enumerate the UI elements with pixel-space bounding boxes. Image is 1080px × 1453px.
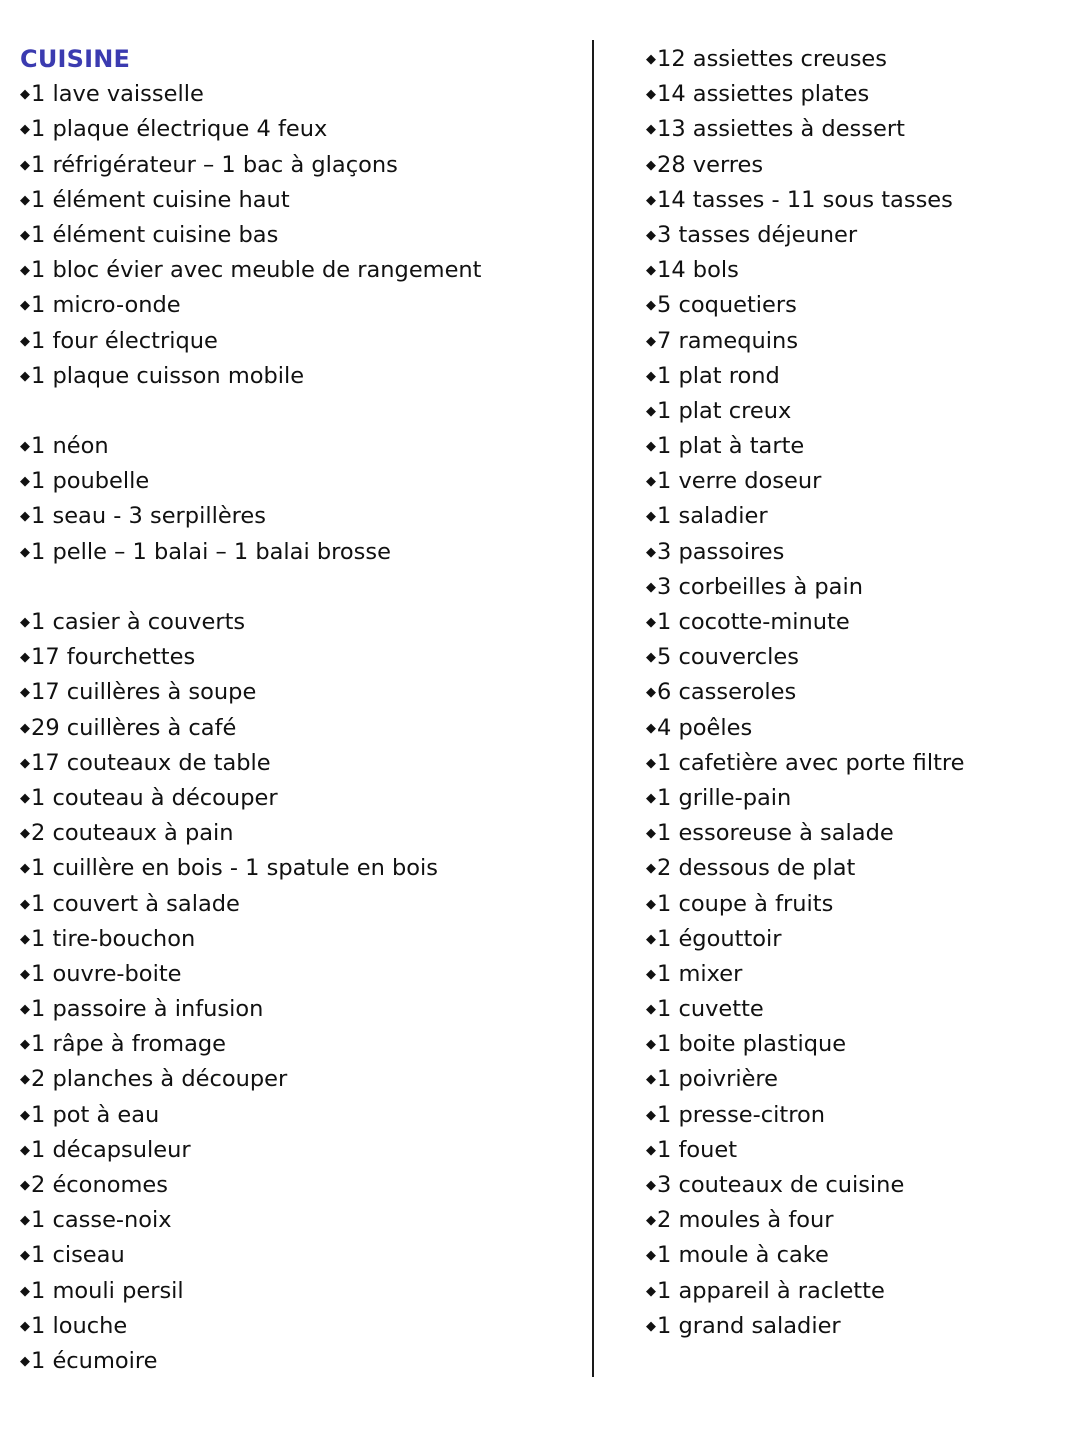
list-item-text: 1 pelle – 1 balai – 1 balai brosse [31,538,391,565]
diamond-bullet-icon: ◆ [646,1318,656,1334]
diamond-bullet-icon: ◆ [20,931,30,947]
list-item-text: 1 néon [31,433,109,460]
list-item [20,1344,580,1379]
diamond-bullet-icon: ◆ [20,720,30,736]
list-item-text: 29 cuillères à café [31,714,237,741]
diamond-bullet-icon: ◆ [20,1107,30,1123]
list-item-text: 1 poivrière [657,1066,779,1093]
diamond-bullet-icon: ◆ [646,192,656,208]
list-item-text: 1 poubelle [31,468,150,495]
diamond-bullet-icon: ◆ [646,1107,656,1123]
list-item [646,535,1066,570]
list-item [646,183,1066,218]
list-item [20,992,580,1027]
list-item-text: 1 cafetière avec porte filtre [657,749,965,776]
list-item [20,887,580,922]
list-item-text: 1 ouvre-boite [31,960,182,987]
list-item-text: 3 tasses déjeuner [657,221,858,248]
diamond-bullet-icon: ◆ [646,720,656,736]
diamond-bullet-icon: ◆ [646,1142,656,1158]
diamond-bullet-icon: ◆ [20,474,30,490]
list-item-text: 2 dessous de plat [657,855,856,882]
list-item-text: 1 mixer [657,960,743,987]
diamond-bullet-icon: ◆ [646,509,656,525]
diamond-bullet-icon: ◆ [646,1283,656,1299]
list-item [20,640,580,675]
list-item-text: 2 couteaux à pain [31,820,234,847]
right-column [646,42,1066,1344]
diamond-bullet-icon: ◆ [20,544,30,560]
diamond-bullet-icon: ◆ [646,896,656,912]
list-item [646,1133,1066,1168]
list-item [20,1274,580,1309]
list-item [646,218,1066,253]
list-item-text: 1 plaque électrique 4 feux [31,116,328,143]
list-item-text: 1 grand saladier [657,1312,841,1339]
list-item [646,324,1066,359]
spacer [20,570,580,605]
list-item [646,640,1066,675]
list-item [646,1274,1066,1309]
list-item [20,851,580,886]
list-item [20,112,580,147]
list-item [20,781,580,816]
list-item [20,1238,580,1273]
diamond-bullet-icon: ◆ [646,1072,656,1088]
list-item [646,359,1066,394]
diamond-bullet-icon: ◆ [20,650,30,666]
diamond-bullet-icon: ◆ [20,439,30,455]
list-item [646,464,1066,499]
list-item [646,851,1066,886]
list-item-text: 1 cuvette [657,996,764,1023]
list-item [20,711,580,746]
list-item [20,324,580,359]
list-item [646,605,1066,640]
list-item [20,1027,580,1062]
diamond-bullet-icon: ◆ [20,87,30,103]
diamond-bullet-icon: ◆ [646,122,656,138]
diamond-bullet-icon: ◆ [646,157,656,173]
list-item [646,1098,1066,1133]
list-item-text: 1 mouli persil [31,1277,184,1304]
list-item-text: 2 économes [31,1172,168,1198]
diamond-bullet-icon: ◆ [646,403,656,419]
list-item [646,394,1066,429]
list-item-text: 1 seau - 3 serpillères [31,503,266,530]
diamond-bullet-icon: ◆ [646,439,656,455]
list-item [20,359,580,394]
diamond-bullet-icon: ◆ [646,87,656,103]
diamond-bullet-icon: ◆ [646,755,656,771]
diamond-bullet-icon: ◆ [20,790,30,806]
diamond-bullet-icon: ◆ [20,685,30,701]
diamond-bullet-icon: ◆ [646,52,656,67]
diamond-bullet-icon: ◆ [20,227,30,243]
diamond-bullet-icon: ◆ [646,1037,656,1053]
diamond-bullet-icon: ◆ [20,615,30,630]
list-item [646,922,1066,957]
diamond-bullet-icon: ◆ [20,192,30,208]
list-item-text: 1 bloc évier avec meuble de rangement [31,257,482,284]
list-item-text: 1 moule à cake [657,1242,829,1269]
list-item-text: 5 couvercles [657,644,799,671]
list-item [646,570,1066,605]
diamond-bullet-icon: ◆ [20,755,30,771]
list-item [20,1098,580,1133]
list-item-text: 1 couteau à découper [31,784,278,811]
list-item [20,253,580,288]
diamond-bullet-icon: ◆ [20,1283,30,1299]
list-item-text: 13 assiettes à dessert [657,116,905,143]
diamond-bullet-icon: ◆ [20,966,30,982]
diamond-bullet-icon: ◆ [646,474,656,490]
list-item [20,746,580,781]
list-item [646,1238,1066,1273]
list-item [646,887,1066,922]
list-item [646,992,1066,1027]
list-item-text: 6 casseroles [657,679,797,706]
list-item [20,675,580,710]
diamond-bullet-icon: ◆ [646,931,656,947]
list-item-text: 1 plat rond [657,362,780,389]
list-item [646,1203,1066,1238]
diamond-bullet-icon: ◆ [646,1002,656,1018]
list-item-text: 1 grille-pain [657,784,792,811]
diamond-bullet-icon: ◆ [20,263,30,279]
list-item-text: 17 fourchettes [31,644,196,671]
list-item-text: 1 coupe à fruits [657,890,834,917]
list-item [646,781,1066,816]
diamond-bullet-icon: ◆ [646,544,656,560]
diamond-bullet-icon: ◆ [646,368,656,384]
list-item [646,1027,1066,1062]
diamond-bullet-icon: ◆ [20,1248,30,1264]
list-item [646,711,1066,746]
diamond-bullet-icon: ◆ [20,1142,30,1158]
list-item [646,675,1066,710]
list-item-text: 3 couteaux de cuisine [657,1172,905,1198]
diamond-bullet-icon: ◆ [20,157,30,173]
list-item-text: 1 lave vaisselle [31,81,204,108]
list-item [20,535,580,570]
list-item-text: 4 poêles [657,714,753,741]
list-item-text: 2 planches à découper [31,1066,288,1093]
diamond-bullet-icon: ◆ [20,509,30,525]
list-item [646,148,1066,183]
list-item-text: 17 couteaux de table [31,749,271,776]
list-item [20,1133,580,1168]
diamond-bullet-icon: ◆ [20,826,30,842]
diamond-bullet-icon: ◆ [646,615,656,630]
list-item [20,957,580,992]
list-item [20,1062,580,1097]
diamond-bullet-icon: ◆ [646,826,656,842]
list-item-text: 1 passoire à infusion [31,996,264,1023]
list-item [20,605,580,640]
list-item-text: 1 râpe à fromage [31,1031,226,1058]
list-item-text: 1 décapsuleur [31,1136,191,1163]
list-item-text: 1 cocotte-minute [657,609,850,635]
list-item-text: 3 passoires [657,538,785,565]
list-item [646,288,1066,323]
list-item-text: 1 pot à eau [31,1101,160,1128]
diamond-bullet-icon: ◆ [646,263,656,279]
list-item [646,1062,1066,1097]
diamond-bullet-icon: ◆ [646,579,656,595]
list-item [20,922,580,957]
list-item [646,1168,1066,1203]
list-item [646,957,1066,992]
diamond-bullet-icon: ◆ [20,368,30,384]
list-item [646,746,1066,781]
list-item-text: 28 verres [657,151,764,178]
diamond-bullet-icon: ◆ [646,1178,656,1193]
list-item-text: 2 moules à four [657,1207,834,1234]
list-item [646,112,1066,147]
list-item-text: 1 presse-citron [657,1101,825,1128]
list-item [20,429,580,464]
list-item-text: 1 élément cuisine bas [31,221,279,248]
list-item [20,499,580,534]
list-item-text: 1 cuillère en bois - 1 spatule en bois [31,855,439,882]
list-item-text: 1 saladier [657,503,768,530]
list-item [646,816,1066,851]
list-item [646,253,1066,288]
left-column [20,42,580,1379]
diamond-bullet-icon: ◆ [20,861,30,877]
list-item [20,1168,580,1203]
list-item-text: 14 assiettes plates [657,81,870,108]
diamond-bullet-icon: ◆ [20,1318,30,1334]
diamond-bullet-icon: ◆ [646,685,656,701]
list-item [20,816,580,851]
list-item-text: 1 boite plastique [657,1031,847,1058]
list-item-text: 7 ramequins [657,327,799,354]
diamond-bullet-icon: ◆ [20,333,30,349]
section-heading: CUISINE [20,45,131,73]
list-item [646,429,1066,464]
list-item [646,1309,1066,1344]
list-item [20,288,580,323]
diamond-bullet-icon: ◆ [646,1213,656,1229]
list-item-text: 1 réfrigérateur – 1 bac à glaçons [31,151,398,178]
diamond-bullet-icon: ◆ [20,298,30,314]
list-item [646,42,1066,77]
list-item-text: 1 écumoire [31,1347,158,1374]
list-item-text: 1 ciseau [31,1242,125,1269]
list-item-text: 14 tasses - 11 sous tasses [657,186,953,213]
list-item-text: 1 élément cuisine haut [31,186,290,213]
diamond-bullet-icon: ◆ [20,1353,30,1369]
list-item [20,148,580,183]
list-item-text: 1 couvert à salade [31,890,240,917]
list-item-text: 1 louche [31,1312,128,1339]
list-item-text: 1 essoreuse à salade [657,820,894,847]
list-item-text: 1 plaque cuisson mobile [31,362,305,389]
diamond-bullet-icon: ◆ [646,1248,656,1264]
diamond-bullet-icon: ◆ [20,896,30,912]
list-item-text: 1 micro-onde [31,292,181,319]
list-item-text: 3 corbeilles à pain [657,573,863,600]
list-item [646,77,1066,112]
diamond-bullet-icon: ◆ [20,1037,30,1053]
list-item-text: 1 casier à couverts [31,609,246,635]
diamond-bullet-icon: ◆ [646,790,656,806]
list-item [20,1203,580,1238]
diamond-bullet-icon: ◆ [646,227,656,243]
list-item-text: 1 plat creux [657,397,792,424]
list-item [20,218,580,253]
diamond-bullet-icon: ◆ [20,1178,30,1193]
spacer [20,394,580,429]
list-item-text: 12 assiettes creuses [657,46,887,72]
list-item-text: 17 cuillères à soupe [31,679,257,706]
list-item [20,77,580,112]
list-item-text: 1 tire-bouchon [31,925,196,952]
list-item [20,183,580,218]
list-item-text: 5 coquetiers [657,292,797,319]
diamond-bullet-icon: ◆ [646,298,656,314]
diamond-bullet-icon: ◆ [646,861,656,877]
list-item-text: 1 casse-noix [31,1207,172,1234]
list-item-text: 1 plat à tarte [657,433,805,460]
list-item [646,499,1066,534]
list-item-text: 1 appareil à raclette [657,1277,885,1304]
diamond-bullet-icon: ◆ [20,1213,30,1229]
list-item-text: 14 bols [657,257,739,284]
diamond-bullet-icon: ◆ [20,1072,30,1088]
diamond-bullet-icon: ◆ [646,650,656,666]
list-item [20,1309,580,1344]
list-item-text: 1 verre doseur [657,468,822,495]
diamond-bullet-icon: ◆ [646,333,656,349]
list-item-text: 1 fouet [657,1136,738,1163]
diamond-bullet-icon: ◆ [646,966,656,982]
diamond-bullet-icon: ◆ [20,1002,30,1018]
list-item-text: 1 four électrique [31,327,218,354]
list-item [20,464,580,499]
list-item-text: 1 égouttoir [657,925,782,952]
column-divider [592,40,594,1377]
diamond-bullet-icon: ◆ [20,122,30,138]
